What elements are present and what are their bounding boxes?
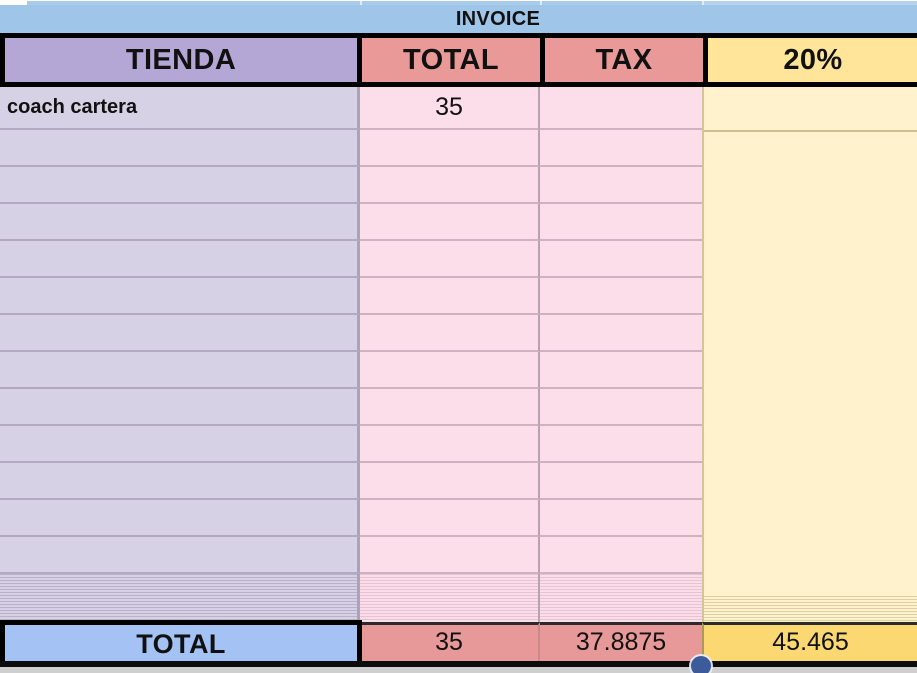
cell-tax-empty[interactable] <box>540 241 702 278</box>
header-label-pct: 20% <box>783 43 843 76</box>
table-row <box>0 241 702 278</box>
collapsed-rows-tienda <box>0 574 360 622</box>
cell-tax-empty[interactable] <box>540 278 702 315</box>
header-label-tax: TAX <box>595 43 653 76</box>
invoice-title: INVOICE <box>455 8 541 30</box>
gridline <box>538 574 540 622</box>
table-row <box>0 389 702 426</box>
cell-total-empty[interactable] <box>360 204 540 241</box>
cell-tienda-value: coach cartera <box>7 96 138 118</box>
cell-tienda-empty[interactable] <box>0 537 360 574</box>
table-row <box>0 167 702 204</box>
cell-tienda-empty[interactable] <box>0 241 360 278</box>
table-row <box>0 426 702 463</box>
cell-tienda-empty[interactable] <box>0 389 360 426</box>
cell-tax-empty[interactable] <box>540 352 702 389</box>
cell-tienda-empty[interactable] <box>0 426 360 463</box>
cell-tienda-empty[interactable] <box>0 167 360 204</box>
footer-tax-value: 37.8875 <box>575 628 667 656</box>
collapsed-rows-total-tax <box>360 574 702 622</box>
table-row <box>0 130 702 167</box>
cell-tax-empty[interactable] <box>540 204 702 241</box>
table-row <box>0 315 702 352</box>
cell-tienda-empty[interactable] <box>0 130 360 167</box>
cell-total-empty[interactable] <box>360 315 540 352</box>
cell-tax-empty[interactable] <box>540 500 702 537</box>
cell-total-empty[interactable] <box>360 463 540 500</box>
cell-total-empty[interactable] <box>360 130 540 167</box>
cell-tax-empty[interactable] <box>540 389 702 426</box>
cell-tienda-empty[interactable] <box>0 500 360 537</box>
table-row <box>0 352 702 389</box>
cell-total-value: 35 <box>435 93 463 121</box>
table-row <box>0 278 702 315</box>
cell-total-empty[interactable] <box>360 241 540 278</box>
cell-total-empty[interactable] <box>360 537 540 574</box>
cell-tax-empty[interactable] <box>540 315 702 352</box>
cell-tax-empty[interactable] <box>540 426 702 463</box>
table-row <box>0 87 702 130</box>
table-row <box>0 537 702 574</box>
table-row <box>0 204 702 241</box>
header-cell-pct[interactable] <box>703 33 917 87</box>
cell-total-empty[interactable] <box>360 278 540 315</box>
cell-tax-empty[interactable] <box>540 537 702 574</box>
cell-tienda-empty[interactable] <box>0 463 360 500</box>
cell-total-empty[interactable] <box>360 426 540 463</box>
cell-total-empty[interactable] <box>360 500 540 537</box>
cell-tienda[interactable] <box>0 87 360 130</box>
cell-tax-empty[interactable] <box>540 463 702 500</box>
empty-rows <box>0 130 702 574</box>
cell-tienda-empty[interactable] <box>0 352 360 389</box>
sheet-bottom-edge <box>0 667 917 673</box>
header-cell-total[interactable] <box>357 33 545 87</box>
cell-total-empty[interactable] <box>360 352 540 389</box>
header-label-tienda: TIENDA <box>125 43 237 76</box>
collapsed-rows-pct <box>702 596 917 622</box>
cell-total-empty[interactable] <box>360 167 540 204</box>
header-label-total: TOTAL <box>403 43 499 76</box>
cell-tienda-empty[interactable] <box>0 315 360 352</box>
cell-total[interactable] <box>360 87 540 130</box>
table-row <box>0 500 702 537</box>
footer-total-value: 35 <box>435 628 463 656</box>
header-cell-tienda[interactable] <box>0 33 362 87</box>
footer-pct-value: 45.465 <box>772 628 849 656</box>
invoice-title-cell[interactable] <box>0 5 917 33</box>
cell-tienda-empty[interactable] <box>0 278 360 315</box>
table-row <box>0 463 702 500</box>
cell-tax-empty[interactable] <box>540 167 702 204</box>
pct-column-merged-cell[interactable] <box>702 87 917 596</box>
cell-tax[interactable] <box>540 87 702 130</box>
cell-tienda-empty[interactable] <box>0 204 360 241</box>
selection-handle-icon[interactable] <box>691 656 711 673</box>
cell-total-empty[interactable] <box>360 389 540 426</box>
cell-tax-empty[interactable] <box>540 130 702 167</box>
footer-label: TOTAL <box>136 628 226 659</box>
header-cell-tax[interactable] <box>540 33 708 87</box>
